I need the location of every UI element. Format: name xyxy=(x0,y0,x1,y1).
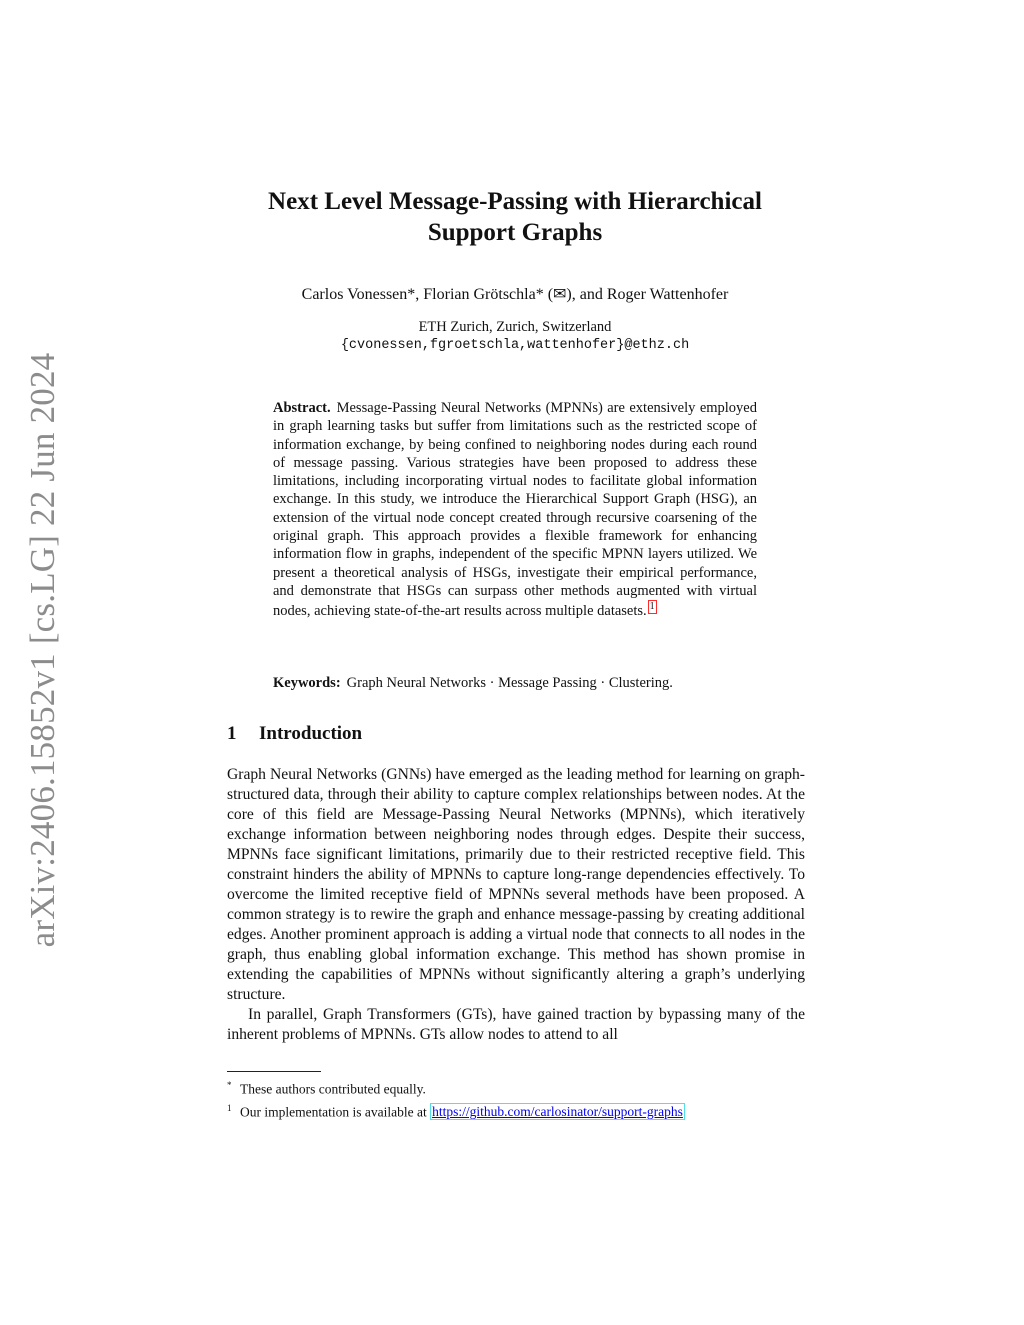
introduction-body xyxy=(227,765,805,1045)
footnote xyxy=(227,1076,827,1099)
footnote-text: Our implementation is available at xyxy=(240,1104,431,1119)
section-number: 1 xyxy=(227,723,237,744)
title-line: Support Graphs xyxy=(427,219,603,246)
footnote xyxy=(227,1099,827,1122)
footnote-text: These authors contributed equally. xyxy=(240,1081,426,1097)
footnote-mark: * xyxy=(227,1080,232,1090)
section-title: Introduction xyxy=(259,723,363,744)
author-emails: {cvonessen,fgroetschla,wattenhofer}@ethz.ch xyxy=(340,338,690,353)
arxiv-stamp: arXiv:2406.15852v1 [cs.LG] 22 Jun 2024 xyxy=(23,352,62,948)
abstract xyxy=(273,399,757,620)
body-paragraph: In parallel, Graph Transformers (GTs), have gained traction by bypassing many of the inherent problems of MPNNs. GTs allow nodes to attend to all xyxy=(227,1006,805,1043)
keywords xyxy=(273,675,757,692)
keywords-text: Graph Neural Networks · Message Passing · Clustering. xyxy=(346,675,673,691)
footnote-ref-link[interactable]: 1 xyxy=(649,601,655,613)
affiliation: ETH Zurich, Zurich, Switzerland xyxy=(418,319,612,335)
title-line: Next Level Message-Passing with Hierarchical xyxy=(268,188,762,215)
abstract-text: Message-Passing Neural Networks (MPNNs) are extensively employed in graph learning tasks but suffer from limitations such as the restricted scope of information exchange, by being confined to neighboring nodes during each round of message passing. Various strategies have been proposed to address these limitations, including incorporating virtual nodes to facilitate global information exchange. In this study, we introduce the Hierarchical Support Graph (HSG), an extension of the virtual node concept created through recursive coarsening of the original graph. This approach provides a flexible framework for enhancing information flow in graphs, independent of the specific MPNN layers utilized. We present a theoretical analysis of HSGs, investigate their empirical performance, and demonstrate that HSGs can surpass other methods augmented with virtual nodes, achieving state-of-the-art results across multiple datasets. xyxy=(273,400,757,620)
footnotes xyxy=(227,1076,827,1121)
footnote-mark: 1 xyxy=(227,1102,232,1113)
paper-title xyxy=(210,186,820,248)
abstract-heading: Abstract. xyxy=(273,400,331,416)
footnote-divider xyxy=(227,1071,321,1072)
section-heading xyxy=(227,723,362,745)
body-paragraph: Graph Neural Networks (GNNs) have emerged as the leading method for learning on graph-structured data, through their ability to capture complex relationships between nodes. At the core of this field are Message-Passing Neural Networks (MPNNs), which iteratively exchange information between neighboring nodes through edges. Despite their success, MPNNs face significant limitations, primarily due to their restricted receptive field. This constraint hinders the ability of MPNNs to capture long-range dependencies effectively. To overcome the limited receptive field of MPNNs several methods have been proposed. A common strategy is to rewire the graph and enhance message-passing by creating additional edges. Another prominent approach is adding a virtual node that connects to all nodes in the graph, thus enabling global information exchange. This method has shown promise in extending the capabilities of MPNNs without significantly altering a graph’s underlying structure. xyxy=(227,766,805,1003)
keywords-heading: Keywords: xyxy=(273,675,341,691)
author-list: Carlos Vonessen*, Florian Grötschla* (✉), and Roger Wattenhofer xyxy=(301,286,729,303)
implementation-url-link[interactable]: https://github.com/carlosinator/support-graphs xyxy=(432,1104,683,1119)
